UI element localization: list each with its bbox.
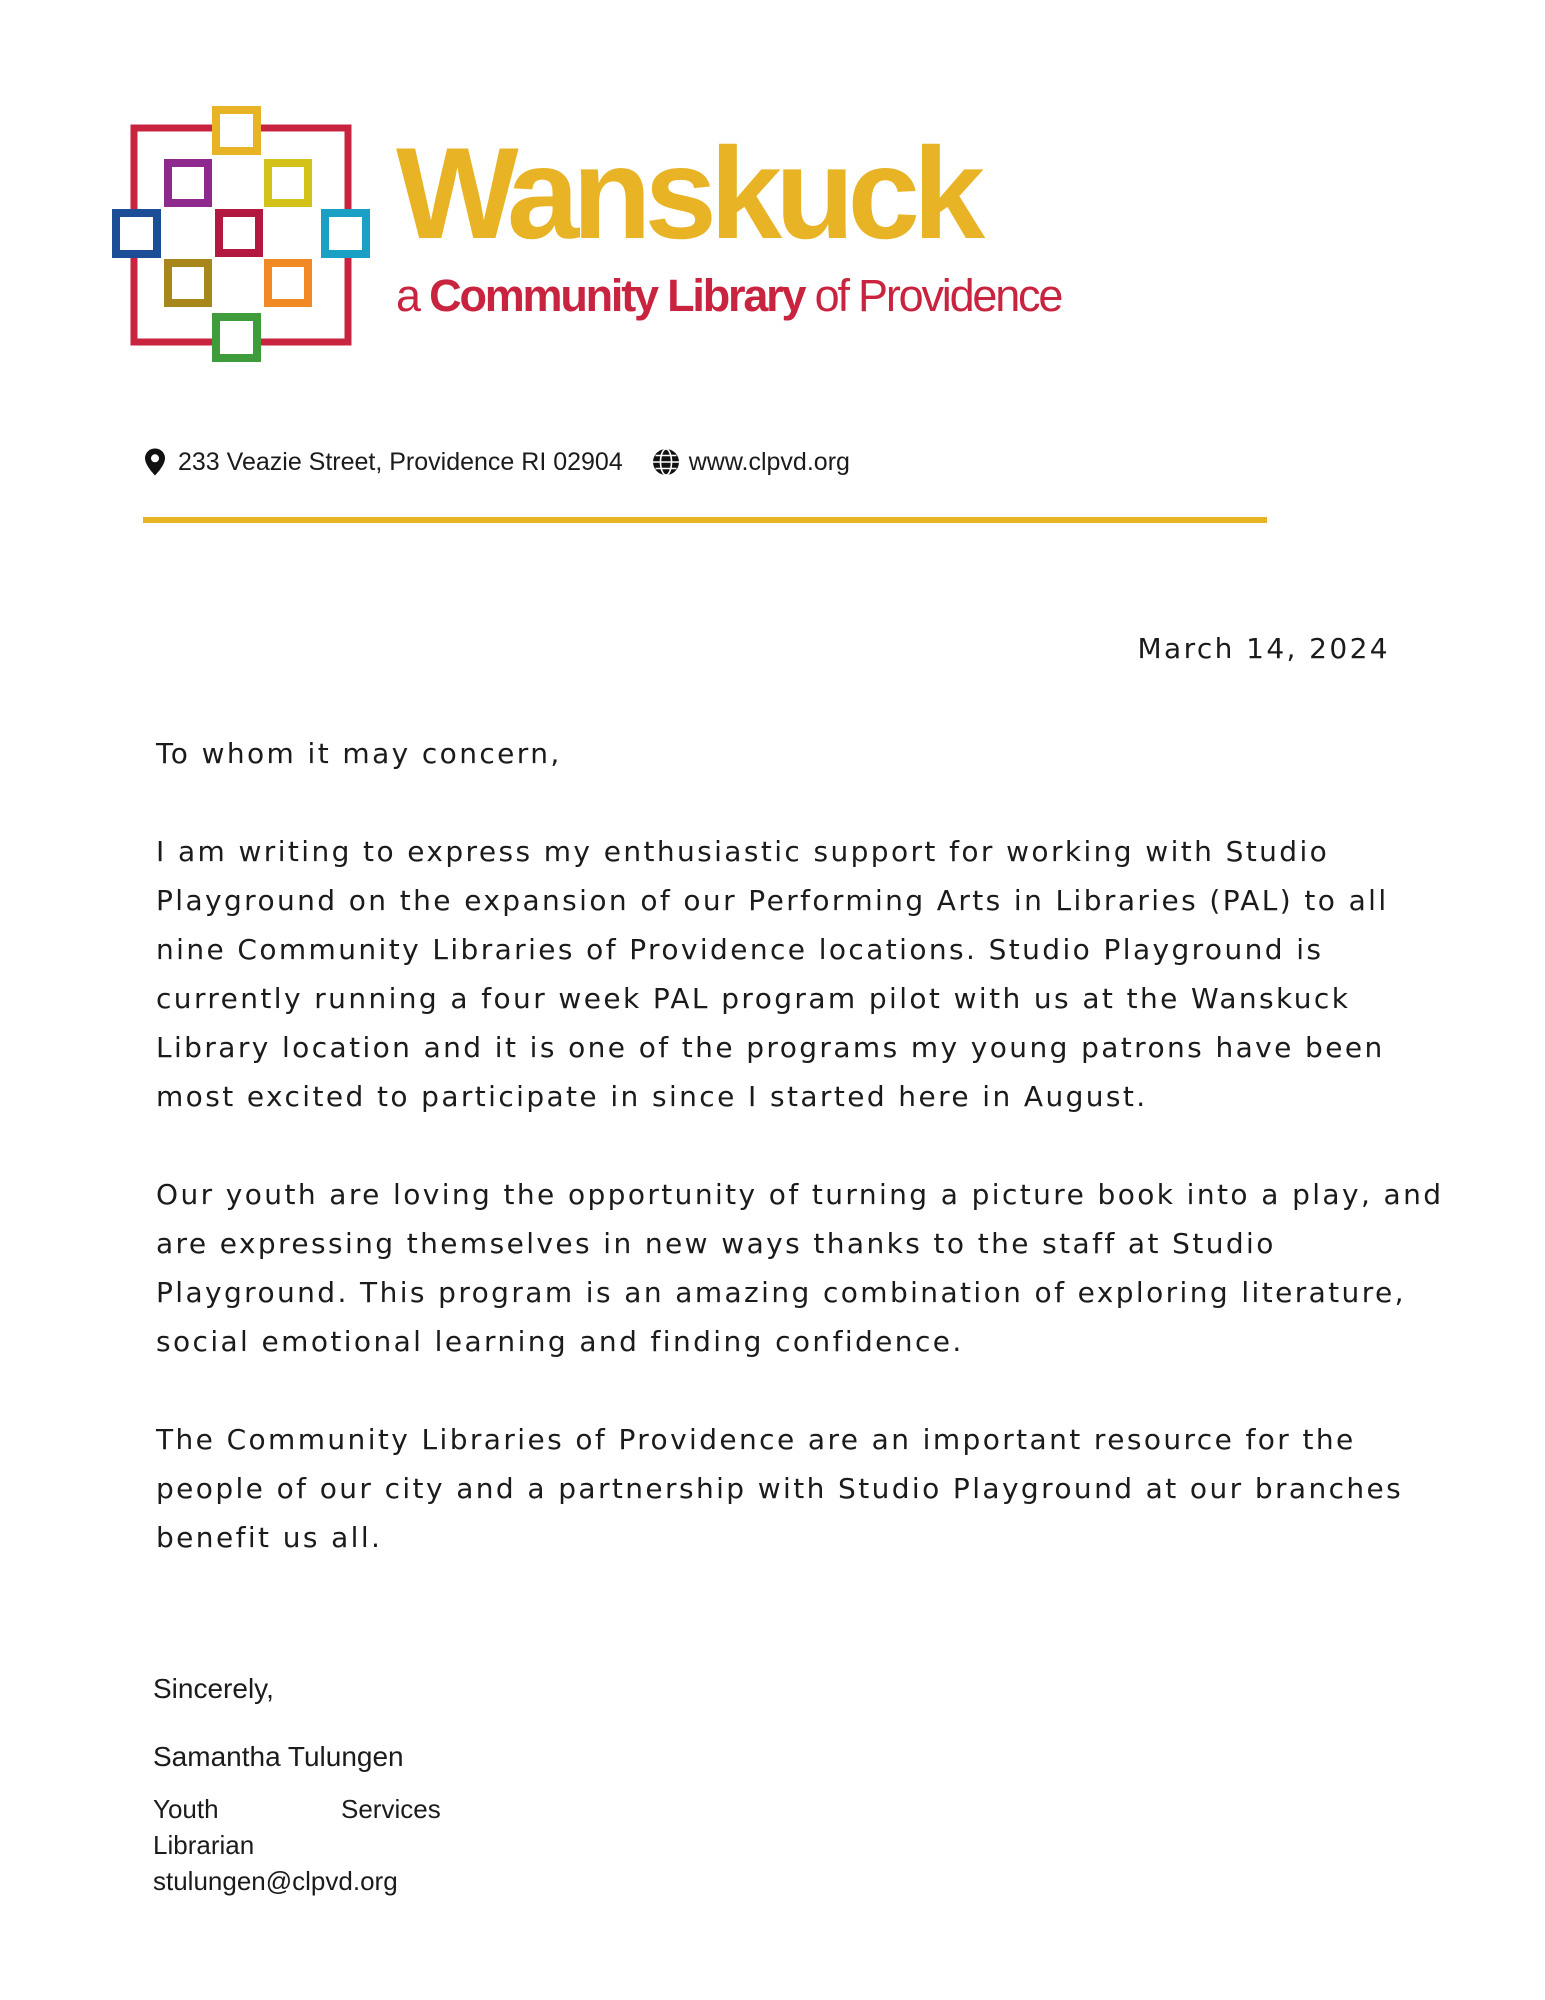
paragraph-line: Playground on the expansion of our Performing Arts in Libraries (PAL) to all bbox=[156, 884, 1389, 917]
signer-title-word: Youth bbox=[153, 1794, 219, 1824]
closing-text: Sincerely, bbox=[153, 1673, 274, 1704]
signer-title-word: Services bbox=[341, 1794, 441, 1824]
paragraph-line: The Community Libraries of Providence are an important resource for the bbox=[156, 1423, 1356, 1456]
logo-subtitle-suffix: of Providence bbox=[814, 270, 1062, 321]
logo-title: Wanskuck bbox=[396, 120, 979, 266]
paragraph-line: most excited to participate in since I started here in August. bbox=[156, 1080, 1148, 1113]
paragraph-line: benefit us all. bbox=[156, 1521, 383, 1554]
logo-square-olive bbox=[168, 263, 208, 303]
address-text: 233 Veazie Street, Providence RI 02904 bbox=[178, 447, 623, 476]
location-pin-icon bbox=[140, 447, 170, 477]
logo-subtitle-prefix: a bbox=[396, 270, 419, 321]
logo-subtitle-strong: Community Library bbox=[429, 270, 805, 321]
paragraph-2 bbox=[156, 1170, 1444, 1366]
paragraph-1 bbox=[156, 827, 1396, 1121]
signer-email[interactable]: stulungen@clpvd.org bbox=[153, 1866, 398, 1896]
library-wordmark bbox=[396, 120, 1062, 322]
contact-line bbox=[140, 444, 850, 480]
paragraph-line: nine Community Libraries of Providence locations. Studio Playground is bbox=[156, 933, 1324, 966]
website-link[interactable]: www.clpvd.org bbox=[688, 447, 850, 476]
logo-square-left bbox=[116, 213, 157, 254]
paragraph-line: people of our city and a partnership with Studio Playground at our branches bbox=[156, 1472, 1404, 1505]
header-divider bbox=[143, 517, 1267, 523]
logo-subtitle bbox=[396, 270, 1061, 322]
signer-title bbox=[153, 1791, 441, 1899]
logo-square-purple bbox=[168, 163, 208, 203]
paragraph-line: currently running a four week PAL program pilot with us at the Wanskuck bbox=[156, 982, 1351, 1015]
logo-square-top bbox=[216, 110, 257, 151]
paragraph-line: Playground. This program is an amazing combination of exploring literature, bbox=[156, 1276, 1406, 1309]
logo-square-yellow bbox=[268, 163, 308, 203]
salutation: To whom it may concern, bbox=[156, 737, 562, 770]
paragraph-line: are expressing themselves in new ways thanks to the staff at Studio bbox=[156, 1227, 1276, 1260]
paragraph-3 bbox=[156, 1415, 1404, 1562]
logo-square-right bbox=[325, 213, 366, 254]
letter-date: March 14, 2024 bbox=[1137, 632, 1390, 665]
library-logo-mark bbox=[112, 106, 370, 364]
paragraph-line: Our youth are loving the opportunity of turning a picture book into a play, and bbox=[156, 1178, 1444, 1211]
logo-square-center bbox=[219, 213, 259, 253]
logo-square-orange bbox=[268, 263, 308, 303]
logo-square-bottom bbox=[216, 317, 257, 358]
signature-block bbox=[153, 1669, 441, 1899]
paragraph-line: social emotional learning and finding confidence. bbox=[156, 1325, 964, 1358]
paragraph-line: I am writing to express my enthusiastic support for working with Studio bbox=[156, 835, 1330, 868]
letter-body bbox=[156, 729, 1444, 1611]
signer-title-word: Librarian bbox=[153, 1830, 255, 1860]
signer-name: Samantha Tulungen bbox=[153, 1741, 404, 1772]
paragraph-line: Library location and it is one of the programs my young patrons have been bbox=[156, 1031, 1385, 1064]
globe-icon bbox=[651, 447, 681, 477]
